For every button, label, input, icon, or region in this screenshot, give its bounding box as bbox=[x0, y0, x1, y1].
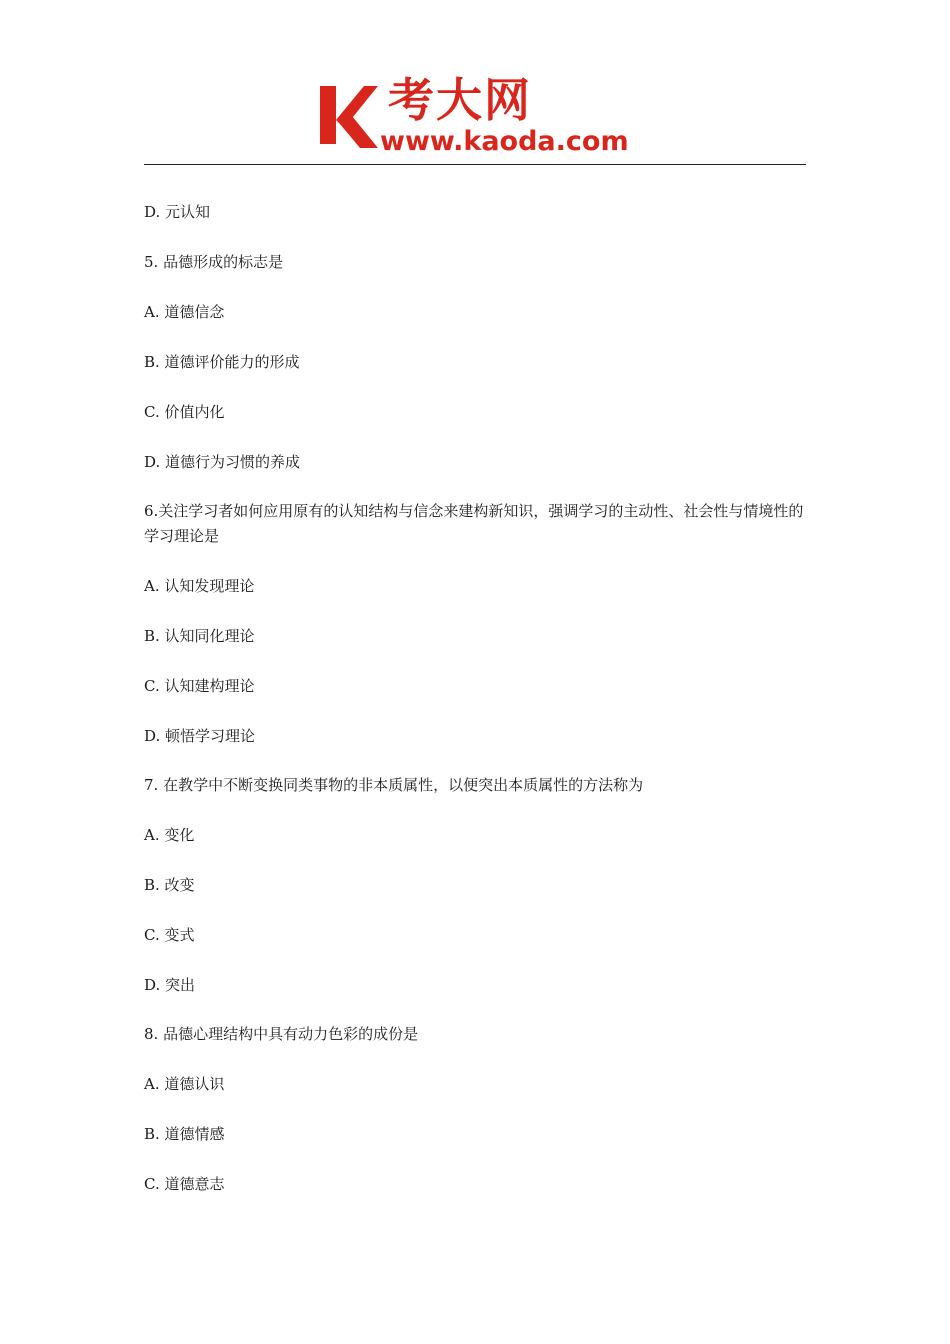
option-a-q6: A. 认知发现理论 bbox=[144, 577, 255, 595]
header-divider bbox=[144, 164, 806, 165]
option-a-q5: A. 道德信念 bbox=[144, 303, 225, 321]
option-b-q5: B. 道德评价能力的形成 bbox=[144, 353, 300, 371]
option-d-q5: D. 道德行为习惯的养成 bbox=[144, 453, 301, 471]
k-logo-icon bbox=[318, 82, 378, 148]
logo-chinese-text: 考大网 bbox=[388, 73, 532, 127]
option-c-q6: C. 认知建构理论 bbox=[144, 677, 255, 695]
option-a-q8: A. 道德认识 bbox=[144, 1075, 225, 1093]
kaoda-logo bbox=[318, 74, 638, 160]
option-b-q8: B. 道德情感 bbox=[144, 1125, 225, 1143]
option-b-q7: B. 改变 bbox=[144, 876, 195, 894]
question-5: 5. 品德形成的标志是 bbox=[144, 253, 284, 271]
option-b-q6: B. 认知同化理论 bbox=[144, 627, 255, 645]
question-8: 8. 品德心理结构中具有动力色彩的成份是 bbox=[144, 1025, 419, 1043]
option-c-q8: C. 道德意志 bbox=[144, 1175, 225, 1193]
option-c-q7: C. 变式 bbox=[144, 926, 195, 944]
question-7: 7. 在教学中不断变换同类事物的非本质属性，以便突出本质属性的方法称为 bbox=[144, 776, 644, 794]
option-c-q5: C. 价值内化 bbox=[144, 403, 225, 421]
option-d-q7: D. 突出 bbox=[144, 976, 196, 994]
option-d-q6: D. 顿悟学习理论 bbox=[144, 727, 256, 745]
option-d-q4: D. 元认知 bbox=[144, 203, 211, 221]
logo-url-text: www.kaoda.com bbox=[380, 126, 629, 157]
question-6: 6.关注学习者如何应用原有的认知结构与信念来建构新知识，强调学习的主动性、社会性与情境性的学习理论是 bbox=[144, 502, 804, 545]
option-a-q7: A. 变化 bbox=[144, 826, 195, 844]
